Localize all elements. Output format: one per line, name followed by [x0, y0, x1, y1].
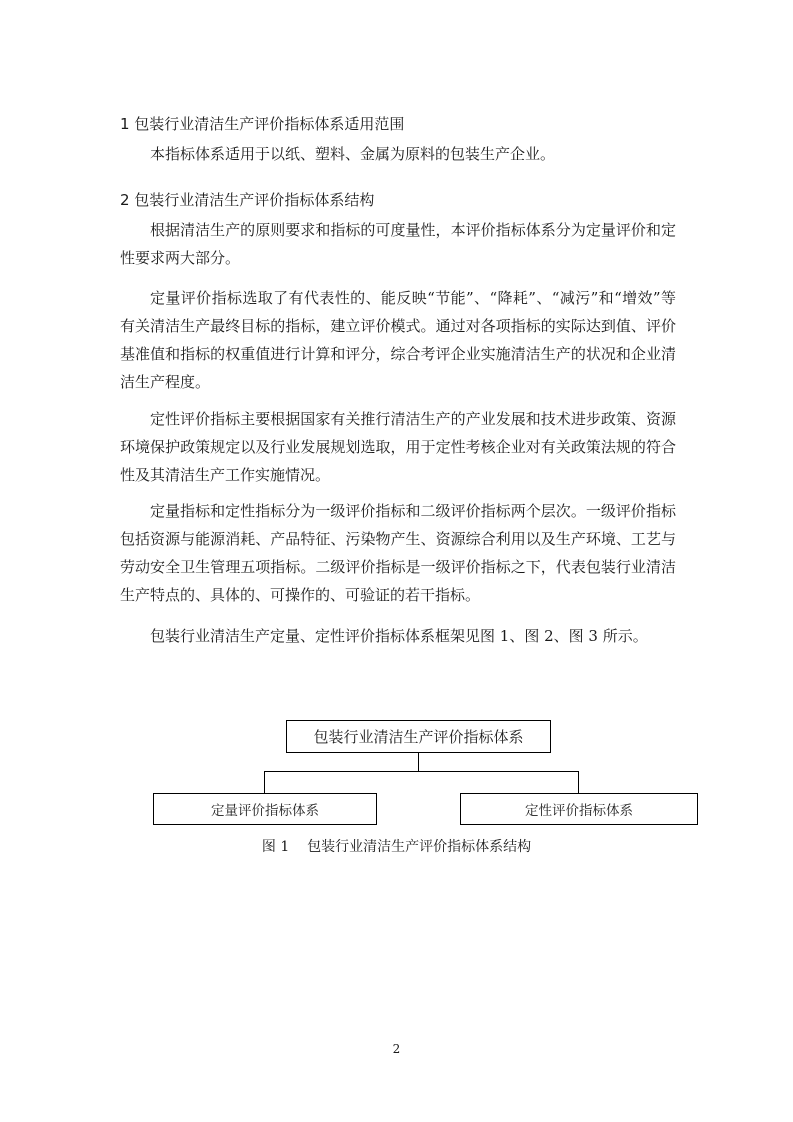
section-2-paragraph-1: 根据清洁生产的原则要求和指标的可度量性，本评价指标体系分为定量评价和定性要求两大部分。 [120, 221, 676, 267]
left-child-box [153, 793, 377, 825]
connector-root-down [418, 753, 419, 771]
section-2-heading: 2 包装行业清洁生产评价指标体系结构 [120, 191, 375, 209]
right-child-box [460, 793, 698, 825]
figure-caption: 图 1 包装行业清洁生产评价指标体系结构 [261, 839, 532, 855]
connector-horizontal [264, 771, 579, 772]
section-1-heading: 1 包装行业清洁生产评价指标体系适用范围 [120, 115, 405, 133]
page-number: 2 [392, 1042, 401, 1056]
root-node-label: 包装行业清洁生产评价指标体系 [313, 728, 524, 746]
connector-left-down [264, 771, 265, 793]
section-2-paragraph-3: 定性评价指标主要根据国家有关推行清洁生产的产业发展和技术进步政策、资源环境保护政策规定以及行业发展规划选取，用于定性考核企业对有关政策法规的符合性及其清洁生产工作实施情况。 [120, 410, 676, 484]
section-2-paragraph-4: 定量指标和定性指标分为一级评价指标和二级评价指标两个层次。一级评价指标包括资源与能源消耗、产品特征、污染物产生、资源综合利用以及生产环境、工艺与劳动安全卫生管理五项指标。二级评价指标是一级评价指标之下，代表包装行业清洁生产特点的、具体的、可操作的、可验证的若干指标。 [120, 502, 676, 604]
section-2-paragraph-2: 定量评价指标选取了有代表性的、能反映“节能”、“降耗”、“减污”和“增效”等有关清洁生产最终目标的指标，建立评价模式。通过对各项指标的实际达到值、评价基准值和指标的权重值进行计算和评分，综合考评企业实施清洁生产的状况和企业清洁生产程度。 [120, 289, 676, 391]
left-child-label: 定量评价指标体系 [211, 803, 319, 819]
section-2-paragraph-5: 包装行业清洁生产定量、定性评价指标体系框架见图 1、图 2、图 3 所示。 [150, 627, 648, 645]
right-child-label: 定性评价指标体系 [525, 803, 633, 819]
root-node-box [286, 720, 551, 753]
section-1-paragraph: 本指标体系适用于以纸、塑料、金属为原料的包装生产企业。 [150, 145, 556, 163]
connector-right-down [578, 771, 579, 793]
